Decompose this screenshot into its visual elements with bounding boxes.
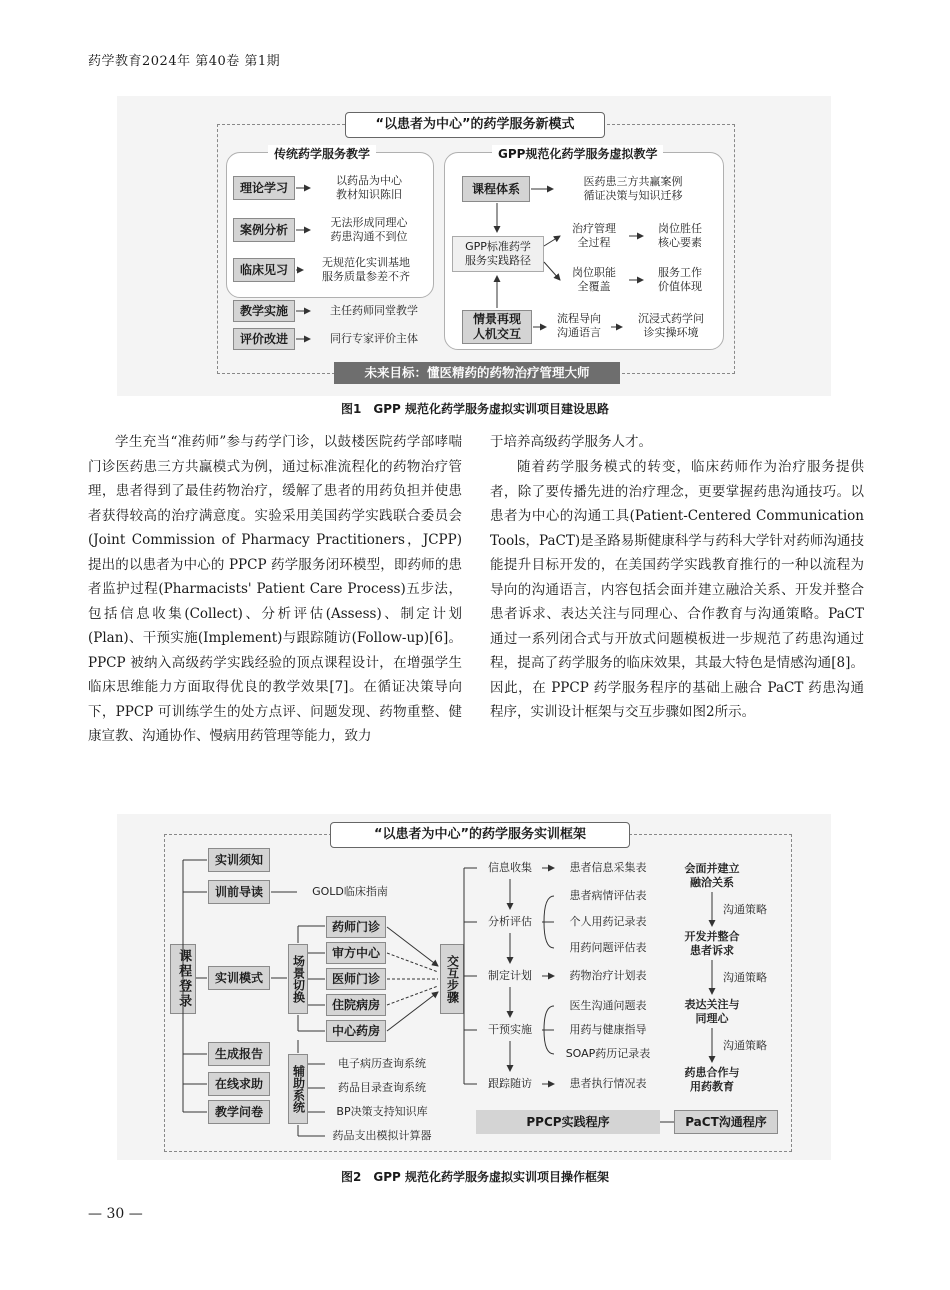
scene-1: 药师门诊 (326, 916, 386, 938)
teaching-box: 教学实施 (233, 300, 295, 322)
course-desc: 医药患三方共赢案例 循证决策与知识迁移 (583, 175, 683, 202)
figure-2-title: “以患者为中心”的药学服务实训框架 (330, 822, 630, 848)
aux-item-1: 电子病历查询系统 (338, 1057, 426, 1071)
ppcp-program: PPCP实践程序 (476, 1110, 660, 1134)
scene-5: 中心药房 (326, 1020, 386, 1042)
aux-item-4: 药品支出模拟计算器 (332, 1129, 432, 1143)
theory-box: 理论学习 (233, 176, 295, 200)
clinical-box: 临床见习 (233, 258, 295, 282)
theory-desc: 以药品为中心 教材知识陈旧 (336, 174, 402, 201)
gold-guide: GOLD临床指南 (312, 885, 388, 899)
gpp-path-box: GPP标准药学 服务实践路径 (452, 236, 544, 272)
evaluation-desc: 同行专家评价主体 (330, 332, 418, 346)
case-desc: 无法形成同理心 药患沟通不到位 (330, 216, 408, 243)
body-right-paragraph-2: 随着药学服务模式的转变，临床药师作为治疗服务提供者，除了要传播先进的治疗理念，更要掌握药患沟通技巧。以患者为中心的沟通工具(Patient-Centered Communication Tools，PaCT)是圣路易斯健康科学与药科大学针对药师沟通技能提升目标开发的，在美国药学实践教育推行的一种以流程为导向的沟通语言，内容包括会面并建立融洽关系、开发并整合患者诉求、表达关注与同理心、合作教育与沟通策略。PaCT 通过一系列闭合式与开放式问题模板进一步规范了药患沟通过程，提高了药学服务的临床效果，其最大特色是情感沟通[8]。因此，在 PPCP 药学服务程序的基础上融合 PaCT 药患沟通程序，实训设计框架与交互步骤如图2所示。 (490, 459, 864, 720)
left-item-4: 生成报告 (208, 1042, 270, 1066)
scene-3: 医师门诊 (326, 968, 386, 990)
scene-2: 审方中心 (326, 942, 386, 964)
step-5: 跟踪随访 (488, 1077, 532, 1091)
output-5: 药物治疗计划表 (569, 969, 647, 983)
scene-switch-box: 场景切换 (288, 944, 308, 1014)
step-2: 分析评估 (488, 915, 532, 929)
pact-step-2: 开发并整合 患者诉求 (684, 930, 740, 957)
left-item-3: 实训模式 (208, 966, 270, 990)
output-1: 患者信息采集表 (569, 861, 647, 875)
goal-banner: 未来目标：懂医精药的药物治疗管理大师 (334, 362, 620, 384)
figure-2-caption: 图2 GPP 规范化药学服务虚拟实训项目操作框架 (341, 1170, 609, 1184)
interaction-steps-box: 交互步骤 (440, 944, 464, 1014)
left-item-2: 训前导读 (208, 880, 270, 904)
output-8: SOAP药历记录表 (565, 1047, 651, 1061)
step-3: 制定计划 (488, 969, 532, 983)
output-9: 患者执行情况表 (569, 1077, 647, 1091)
figure-1-title: “以患者为中心”的药学服务新模式 (345, 112, 605, 138)
scene-mid: 流程导向 沟通语言 (557, 312, 601, 339)
step-1: 信息收集 (488, 861, 532, 875)
value-box: 服务工作 价值体现 (658, 266, 702, 293)
traditional-panel-title: 传统药学服务教学 (268, 145, 376, 162)
left-item-5: 在线求助 (208, 1072, 270, 1096)
output-4: 用药问题评估表 (569, 941, 647, 955)
course-system-box: 课程体系 (462, 176, 530, 202)
aux-item-2: 药品目录查询系统 (338, 1081, 426, 1095)
step-4: 干预实施 (488, 1023, 532, 1037)
case-box: 案例分析 (233, 218, 295, 242)
pact-step-4: 药患合作与 用药教育 (684, 1066, 740, 1093)
page-number: — 30 — (88, 1206, 143, 1222)
function-box: 岗位职能 全覆盖 (572, 266, 616, 293)
evaluation-box: 评价改进 (233, 328, 295, 350)
journal-header: 药学教育2024年 第40卷 第1期 (88, 54, 281, 69)
left-item-1: 实训须知 (208, 848, 270, 872)
pact-strategy-3: 沟通策略 (723, 1039, 767, 1053)
aux-item-3: BP决策支持知识库 (336, 1105, 428, 1119)
pact-strategy-1: 沟通策略 (723, 903, 767, 917)
left-item-6: 教学问卷 (208, 1100, 270, 1124)
body-right-paragraph-1: 于培养高级药学服务人才。 (490, 434, 652, 450)
teaching-desc: 主任药师同堂教学 (330, 304, 418, 318)
pact-strategy-2: 沟通策略 (723, 971, 767, 985)
output-6: 医生沟通问题表 (569, 999, 647, 1013)
pact-step-1: 会面并建立 融洽关系 (684, 862, 740, 889)
aux-system-box: 辅助系统 (288, 1054, 308, 1124)
pact-step-3: 表达关注与 同理心 (684, 998, 740, 1025)
output-3: 个人用药记录表 (569, 915, 647, 929)
treatment-box: 治疗管理 全过程 (572, 222, 616, 249)
competency-box: 岗位胜任 核心要素 (658, 222, 702, 249)
scene-box: 情景再现 人机交互 (462, 310, 532, 344)
gpp-panel-title: GPP规范化药学服务虚拟教学 (492, 145, 663, 162)
body-left-column: 学生充当“准药师”参与药学门诊，以鼓楼医院药学部哮喘门诊医药患三方共赢模式为例，通过标准流程化的药物治疗管理，患者得到了最佳药物治疗，缓解了患者的用药负担并使患者获得较高的治疗满意度。实验采用美国药学实践联合委员会(Joint Commission of Pharmacy Practitioners，JCPP)提出的以患者为中心的 PPCP 药学服务闭环模型，即药师的患者监护过程(Pharmacists' Patient Care Process)五步法，包括信息收集(Collect)、分析评估(Assess)、制定计划(Plan)、干预实施(Implement)与跟踪随访(Follow-up)[6]。PPCP 被纳入高级药学实践经验的顶点课程设计，在增强学生临床思维能力方面取得优良的教学效果[7]。在循证决策导向下，PPCP 可训练学生的处方点评、问题发现、药物重整、健康宣教、沟通协作、慢病用药管理等能力，致力 (88, 434, 462, 744)
clinical-desc: 无规范化实训基地 服务质量参差不齐 (322, 256, 410, 283)
scene-out: 沉浸式药学问 诊实操环境 (638, 312, 704, 339)
figure-1-caption: 图1 GPP 规范化药学服务虚拟实训项目建设思路 (341, 402, 609, 416)
course-login-box: 课程登录 (170, 944, 196, 1014)
output-2: 患者病情评估表 (569, 889, 647, 903)
pact-program: PaCT沟通程序 (674, 1110, 778, 1134)
scene-4: 住院病房 (326, 994, 386, 1016)
output-7: 用药与健康指导 (569, 1023, 647, 1037)
